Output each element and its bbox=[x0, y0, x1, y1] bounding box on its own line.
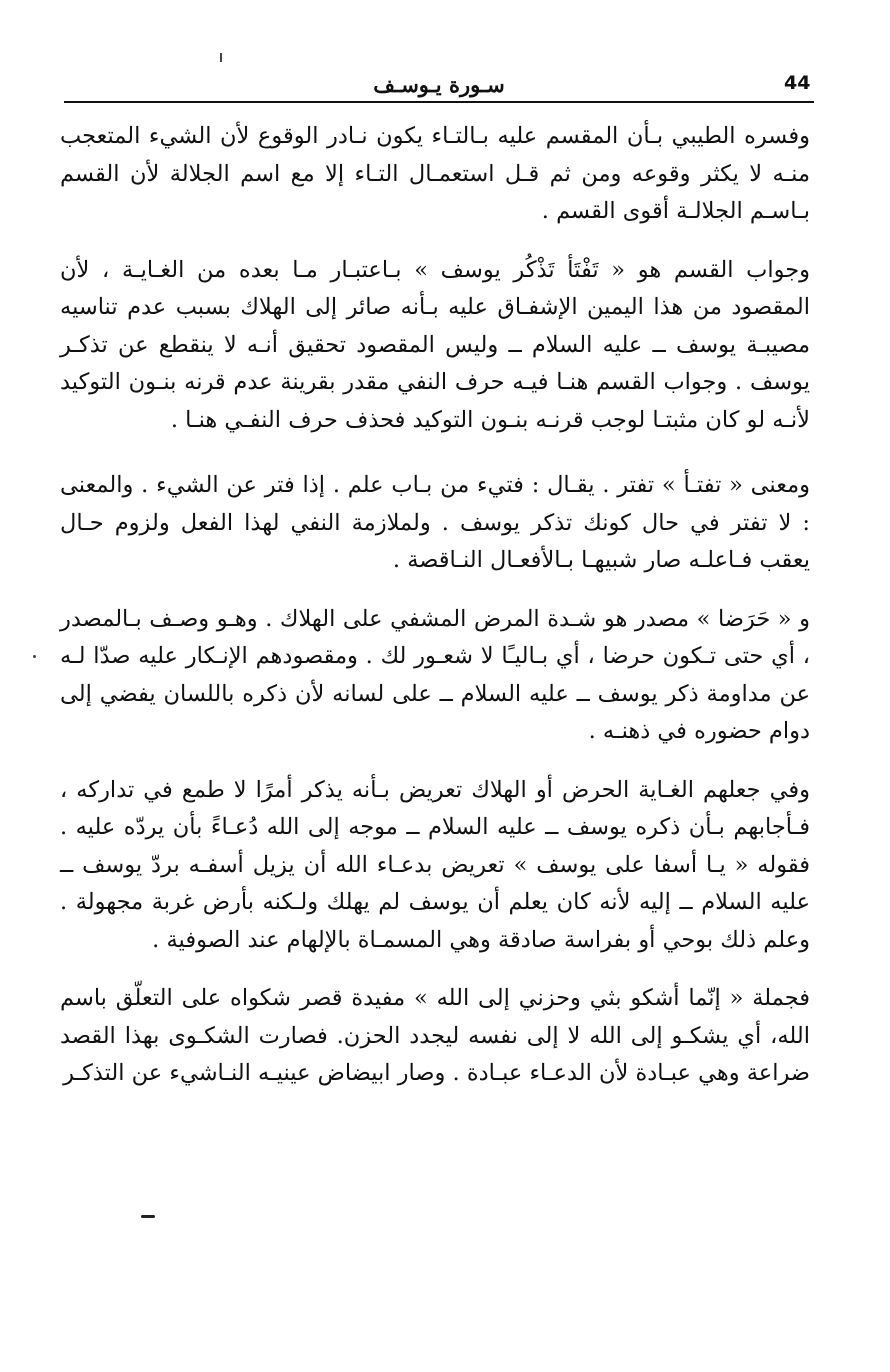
paragraph: وجواب القسم هو « تَفْتَأ تَذْكُر يوسف » بـاعتبـار مـا بعده من الغـايـة ، لأن المقصود من هذا اليمين الإشفـاق عليه بـأنه صائر إلى الهلاك بسبب عدم تناسيه مصيبـة يوسف ــ عليه السلام ــ وليس المقصود تحقيق أنـه لا ينقطع عن تذكـر يوسف . وجواب القسم هنـا فيـه حرف النفي مقدر بقرينة عدم قرنه بنـون التوكيد لأنـه لو كان مثبتـا لوجب قرنـه بنـون التوكيد فحذف حرف النفـي هنـا . bbox=[60, 256, 810, 433]
running-head-title: سـورة يـوسـف bbox=[373, 72, 505, 97]
paragraph: ومعنى « تفتـأ » تفتر . يقـال : فتيء من بـاب علم . إذا فتر عن الشيء . والمعنى : لا تفتر في حال كونك تذكر يوسف . ولملازمة النفي لهذا الفعل ولزوم حـال يعقب فـاعلـه صار شبيهـا بـالأفعـال النـاقصة . bbox=[60, 472, 810, 573]
paragraph: فجملة « إنّما أشكو بثي وحزني إلى الله » مفيدة قصر شكواه على التعلّق باسم الله، أي يشكـو إلى الله لا إلى نفسه ليجدد الحزن. فصارت الشكـوى بهذا القصد ضراعة وهي عبـادة لأن الدعـاء عبـادة . وصار ابيضاض عينيـه النـاشيء عن التذكـر bbox=[60, 985, 810, 1086]
scan-tick-mark bbox=[220, 53, 222, 62]
page-header bbox=[64, 70, 814, 102]
body-text bbox=[60, 118, 810, 1114]
paragraph: و « حَرَضا » مصدر هو شـدة المرض المشفي على الهلاك . وهـو وصـف بـالمصدر ، أي حتى تـكون حرضا ، أي بـاليـًا لا شعـور لك . ومقصودهم الإنـكار عليه صدّا لـه عن مداومة ذكر يوسف ــ عليه السلام ــ على لسانه لأن ذكره باللسان يفضي إلى دوام حضوره في ذهنـه . bbox=[60, 605, 810, 744]
scan-stray-mark bbox=[141, 1215, 155, 1218]
scan-dot-mark bbox=[33, 655, 36, 658]
paragraph: وفسره الطيبي بـأن المقسم عليه بـالتـاء يكون نـادر الوقوع لأن الشيء المتعجب منـه لا يكثر وقوعه ومن ثم قـل استعمـال التـاء إلا مع اسم الجلالة لأن القسم بـاسـم الجلالـة أقوى القسم . bbox=[60, 123, 810, 224]
page-number: 44 bbox=[784, 72, 811, 94]
paragraph: وفي جعلهم الغـاية الحرض أو الهلاك تعريض بـأنه يذكر أمرًا لا طمع في تداركه ، فـأجابهم بـأن ذكره يوسف ــ عليه السلام ــ موجه إلى الله دُعـاءً بأن يردّه عليه . فقوله « يـا أسفا على يوسف » تعريض بدعـاء الله أن يزيل أسفـه بردّ يوسف ــ عليه السلام ــ إليه لأنه كان يعلم أن يوسف لم يهلك ولـكنه بأرض غربة مجهولة . وعلم ذلك بوحي أو بفراسة صادقة وهي المسمـاة بالإلهام عند الصوفية . bbox=[60, 776, 810, 953]
header-rule bbox=[64, 101, 814, 103]
